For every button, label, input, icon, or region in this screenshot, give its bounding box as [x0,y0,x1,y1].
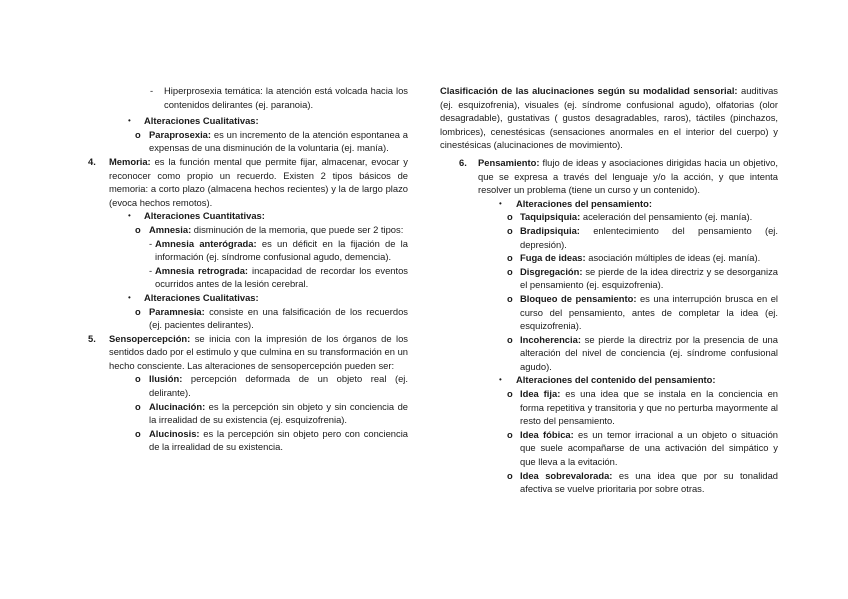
numbered-item-pensamiento [440,156,778,197]
item-number: 6. [459,156,467,168]
list-item [88,427,408,454]
circle-bullet-icon: o [135,305,141,317]
list-item [88,128,408,155]
numbered-item-memoria [88,155,408,209]
left-column [88,84,408,454]
item-text: Paramnesia: consiste en una falsificación de los recuerdos (ej. pacientes delirantes). [149,305,408,331]
section-heading: Alteraciones del contenido del pensamiento: [516,374,716,386]
circle-bullet-icon: o [135,400,141,412]
list-item [88,223,408,237]
list-item [88,305,408,332]
circle-bullet-icon: o [135,373,141,385]
item-text: Memoria: es la función mental que permite fijar, almacenar, evocar y reconocer como propio un recuerdo. Existen 2 tipos básicos de memoria: a corto plazo (almacena hechos recientes) y la de largo plazo (evoca hechos remotos). [109,155,408,208]
circle-bullet-icon: o [507,469,513,481]
circle-bullet-icon: o [135,427,141,439]
numbered-item-sensopercepcion [88,332,408,373]
list-item [88,84,408,111]
item-text: Idea sobrevalorada: es una idea que por su tonalidad afectiva se vuelve prioritaria por sobre otras. [520,469,779,495]
right-column [440,84,778,496]
list-item [440,197,778,211]
list-item [440,265,778,292]
list-item [440,428,778,469]
bullet-icon: • [128,292,131,302]
dash-marker: - [149,237,153,249]
list-item [88,400,408,427]
item-text: Pensamiento: flujo de ideas y asociaciones dirigidas hacia un objetivo, que se expresa a través del lenguaje y/o la acción, y que intenta resolver un problema (tiene un curso y un contenido). [478,156,778,196]
circle-bullet-icon: o [135,223,141,235]
list-item [440,292,778,333]
list-item [440,469,778,496]
hallucination-classification [440,84,778,152]
list-item [88,291,408,305]
list-item [88,237,408,264]
section-heading: Alteraciones del pensamiento: [516,197,652,209]
item-text: Alucinosis: es la percepción sin objeto pero con conciencia de la irrealidad de su existencia. [149,427,408,453]
item-text: Amnesia retrograda: incapacidad de recordar los eventos ocurridos antes de la lesión cerebral. [155,264,408,290]
list-item [440,224,778,251]
item-text: Disgregación: se pierde de la idea directriz y se desorganiza el pensamiento (ej. esquizofrenia). [520,265,778,291]
list-item [88,114,408,128]
item-text: Clasificación de las alucinaciones según su modalidad sensorial: auditivas (ej. esquizofrenia), visuales (ej. síndrome confusional agudo), olfatorias (olor desagradable), gustativas ( gustos desagradables, raros), táctiles (pinchazos, lombrices), cenestésicas (sensaciones anormales en el interior del cuerpo) y cinestésicas (alucinaciones de movimiento). [440,85,778,151]
bullet-icon: • [499,375,502,385]
item-text: Bradipsiquia: enlentecimiento del pensamiento (ej. depresión). [520,224,778,250]
list-item [88,264,408,291]
item-text: Bloqueo de pensamiento: es una interrupción brusca en el curso del pensamiento, antes de completar la idea (ej. esquizofrenia). [520,292,778,332]
circle-bullet-icon: o [507,333,513,345]
circle-bullet-icon: o [507,292,513,304]
item-text: Ilusión: percepción deformada de un objeto real (ej. delirante). [149,373,408,399]
item-text: Hiperprosexia temática: la atención está volcada hacia los contenidos delirantes (ej. paranoia). [164,85,408,110]
list-item [440,333,778,374]
item-text: Sensopercepción: se inicia con la impresión de los órganos de los sentidos dado por el estimulo y que culmina en su transformación en un hecho consciente. Las alteraciones de sensopercepción pueden ser: [109,332,408,371]
list-item [88,209,408,223]
circle-bullet-icon: o [135,128,141,140]
list-item [440,373,778,387]
bullet-icon: • [128,211,131,221]
section-heading: Alteraciones Cualitativas: [144,115,259,127]
list-item [440,387,778,428]
list-item [440,210,778,224]
item-number: 4. [88,155,96,167]
dash-marker: - [149,264,153,276]
item-text: Incoherencia: se pierde la directriz por la presencia de una alteración del nivel de conciencia (ej. síndrome confusional agudo). [520,333,778,372]
section-heading: Alteraciones Cuantitativas: [144,210,265,222]
item-text: Paraprosexia: es un incremento de la atención espontanea a expensas de una disminución de la voluntaria (ej. manía). [149,128,408,154]
section-heading: Alteraciones Cualitativas: [144,291,259,303]
circle-bullet-icon: o [507,224,513,236]
item-text: Idea fija: es una idea que se instala en la conciencia en forma repetitiva y transitoria y que no perturba mayormente al resto del pensamiento. [520,388,778,427]
item-text: Taquipsiquia: aceleración del pensamiento (ej. manía). [520,211,753,223]
circle-bullet-icon: o [507,428,513,440]
circle-bullet-icon: o [507,388,513,400]
circle-bullet-icon: o [507,252,513,264]
circle-bullet-icon: o [507,265,513,277]
dash-marker: - [150,85,154,96]
item-text: Alucinación: es la percepción sin objeto y sin conciencia de la irrealidad de su existencia (ej. esquizofrenia). [149,400,408,426]
item-number: 5. [88,332,96,344]
list-item [88,372,408,399]
item-text: Idea fóbica: es un temor irracional a un objeto o situación que suele acompañarse de una activación del simpático y que lleva a la evitación. [520,428,779,468]
bullet-icon: • [128,116,131,126]
bullet-icon: • [499,198,502,208]
circle-bullet-icon: o [507,211,513,223]
item-text: Fuga de ideas: asociación múltiples de ideas (ej. manía). [520,252,761,264]
item-text: Amnesia anterógrada: es un déficit en la fijación de la información (ej. síndrome confusional agudo, demencia). [155,237,408,263]
item-text: Amnesia: disminución de la memoria, que puede ser 2 tipos: [149,223,404,235]
list-item [440,251,778,265]
